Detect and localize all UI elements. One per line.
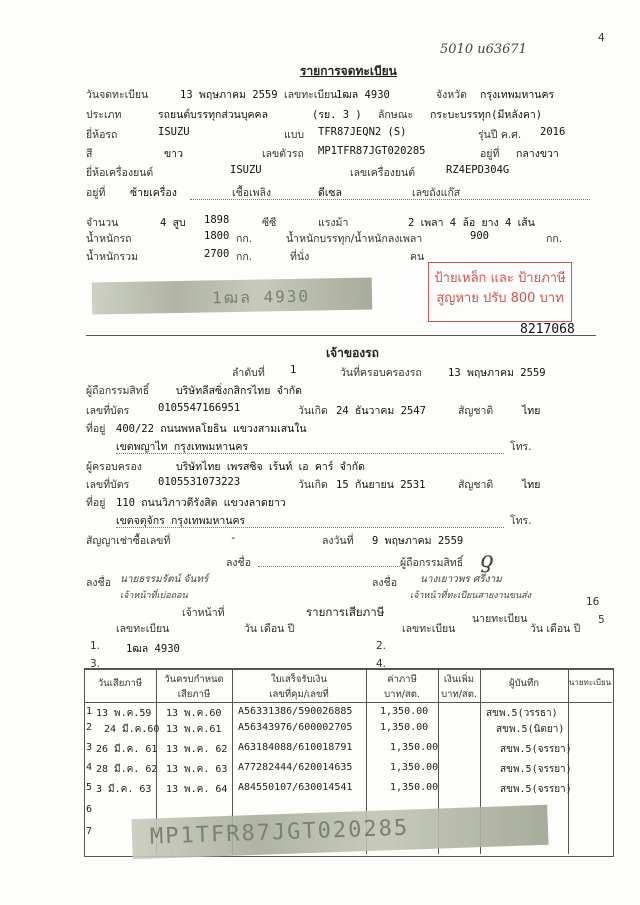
row1-no: 1. — [90, 640, 101, 652]
page-number: 4 — [598, 32, 605, 44]
chassis-label: เลขตัวรถ — [262, 148, 304, 160]
th-due: วันครบกำหนด เสียภาษี — [164, 674, 224, 700]
officer-label: เจ้าหน้าที่ — [182, 607, 225, 619]
tax-amount: 1,350.00 — [390, 782, 439, 793]
style-value: กระบะบรรทุก(มีหลังคา) — [430, 109, 543, 121]
tax-amount: 1,350.00 — [380, 706, 429, 717]
id-label: เลขที่บัตร — [86, 405, 130, 417]
cc-label: ซีซี — [262, 217, 277, 229]
plate-label: เลขทะเบียน — [284, 89, 338, 101]
nat-label: สัญชาติ — [458, 405, 494, 417]
axle-value: 2 เพลา 4 ล้อ ยาง 4 เส้น — [408, 217, 535, 229]
model-label: แบบ — [284, 129, 305, 141]
recorder: สขพ.5(จรรยา) — [500, 764, 572, 775]
style-label: ลักษณะ — [378, 109, 414, 121]
row-num: 7 — [86, 826, 93, 837]
type-value: รถยนต์บรรทุกส่วนบุคคล — [158, 109, 268, 121]
paid-date: 28 มี.ค. 62 — [96, 764, 158, 775]
tax-amount: 1,350.00 — [380, 722, 429, 733]
reg-date-value: 13 พฤษภาคม 2559 — [180, 89, 278, 101]
due-date: 13 พ.ค. 63 — [166, 764, 228, 775]
sign-label-3: ลงชื่อ — [372, 577, 397, 589]
registrar-signature: นางเยาวพร ศรีงาม — [420, 574, 502, 585]
margin-5: 5 — [598, 614, 605, 626]
addr-label: ที่อยู่ — [86, 423, 106, 435]
plate-col-label-2: เลขทะเบียน — [402, 623, 456, 635]
th-receipt: ใบเสร็จรับเงิน เลขที่คุม/เลขที่ — [269, 674, 329, 700]
holder-value: บริษัทไทย เพรสซิจ เร้นท์ เอ คาร์ จำกัด — [176, 461, 365, 473]
birth-label: วันเกิด — [298, 405, 328, 417]
due-date: 13 พ.ค.60 — [166, 708, 222, 719]
th-tax: ค่าภาษี บาท/สต. — [384, 674, 420, 700]
weight-value: 1800 — [204, 230, 230, 242]
officer-sub: เจ้าหน้าที่เบ่อถอน — [120, 591, 188, 601]
row1-plate: 1ฒล 4930 — [126, 643, 180, 655]
stamp-line-2: สูญหาย ปรับ 800 บาท — [436, 291, 564, 306]
addr3-label: ที่อยู่ — [86, 497, 106, 509]
paid-date: 26 มี.ค. 61 — [96, 744, 158, 755]
model-value: TFR87JEQN2 (S) — [318, 126, 407, 138]
th-registrar: นายทะเบียน — [568, 678, 612, 687]
chassis-at-label: อยู่ที่ — [480, 148, 500, 160]
fine-stamp — [428, 262, 572, 322]
own-date-label: วันที่ครอบครองรถ — [340, 367, 422, 379]
paid-date: 24 มี.ค.60 — [104, 724, 160, 735]
load-label: น้ำหนักบรรทุก/น้ำหนักลงเพลา — [286, 233, 423, 245]
receipt-no: A56343976/600002705 — [238, 722, 353, 733]
row4-no: 4. — [376, 658, 387, 670]
id-value: 0105547166951 — [158, 402, 241, 414]
chassis-at-value: กลางขวา — [516, 148, 559, 160]
fuel-value: ดีเซล — [318, 187, 342, 199]
row2-no: 2. — [376, 640, 387, 652]
reg-date-label: วันจดทะเบียน — [86, 89, 149, 101]
rights-value: บริษัทลีสซิ่งกสิกรไทย จำกัด — [176, 385, 302, 397]
hp-label: แรงม้า — [318, 217, 349, 229]
total-weight-label: น้ำหนักรวม — [86, 251, 138, 263]
year-label: รุ่นปี ค.ศ. — [478, 129, 522, 141]
rights-owner-sign-label: ผู้ถือกรรมสิทธิ์ — [400, 557, 464, 569]
chassis-value: MP1TFR87JGT020285 — [318, 145, 426, 157]
receipt-no: A63184088/610018791 — [238, 742, 353, 753]
year-value: 2016 — [540, 126, 566, 138]
engine-at-label: อยู่ที่ — [86, 187, 106, 199]
own-date-value: 13 พฤษภาคม 2559 — [448, 367, 546, 379]
brand-label: ยี่ห้อรถ — [86, 129, 118, 141]
addr-value: 400/22 ถนนพหลโยธิน แขวงสามเสนใน — [116, 423, 307, 435]
recorder: สขพ.5(จรรยา) — [500, 784, 572, 795]
seq-value: 1 — [290, 364, 297, 376]
officer-signature: นายธรรมรัตน์ จันทร์ — [120, 574, 209, 585]
tax-title: รายการเสียภาษี — [306, 605, 385, 619]
recorder: สขพ.5(จรรยา) — [500, 744, 572, 755]
weight-label: น้ำหนักรถ — [86, 233, 132, 245]
fuel-label: เชื้อเพลิง — [232, 187, 272, 199]
birth2-label: วันเกิด — [298, 479, 328, 491]
province-label: จังหวัด — [436, 89, 467, 101]
load-value: 900 — [470, 230, 489, 242]
tape-strip — [92, 278, 373, 315]
nat-value: ไทย — [522, 405, 541, 417]
recorder: สขพ.5(วรรธา) — [486, 708, 558, 719]
plate-value: 1ฒล 4930 — [336, 89, 390, 101]
tax-amount: 1,350.00 — [390, 762, 439, 773]
brand-value: ISUZU — [158, 126, 190, 138]
addr3-value: 110 ถนนวิภาวดีรังสิต แขวงลาดยาว — [116, 497, 286, 509]
lease-label: สัญญาเช่าซื้อเลขที่ — [86, 535, 171, 547]
engine-brand-label: ยี่ห้อเครื่องยนต์ — [86, 167, 154, 179]
th-recorder: ผู้บันทึก — [508, 678, 540, 689]
total-weight-value: 2700 — [204, 248, 230, 260]
page-title: รายการจดทะเบียน — [300, 64, 397, 78]
nat2-value: ไทย — [522, 479, 541, 491]
class-value: (รย. 3 ) — [312, 109, 362, 121]
engine-brand-value: ISUZU — [230, 164, 262, 176]
tel-label-1: โทร. — [510, 441, 532, 453]
stamp-line-1: ป้ายเหล็ก และ ป้ายภาษี — [434, 271, 566, 286]
tape-plate-text: 1ฒล 4930 — [211, 286, 311, 308]
receipt-no: A84550107/630014541 — [238, 782, 353, 793]
person-label: คน — [410, 251, 425, 263]
plate-col-label: เลขทะเบียน — [116, 623, 170, 635]
lease-date-value: 9 พฤษภาคม 2559 — [372, 535, 464, 547]
nat2-label: สัญชาติ — [458, 479, 494, 491]
row-num: 2 — [86, 722, 93, 733]
holder-label: ผู้ครอบครอง — [86, 461, 142, 473]
qty-value: 4 สูบ — [160, 217, 186, 229]
color-label: สี — [86, 148, 93, 160]
engine-no-value: RZ4EPD304G — [446, 164, 510, 176]
kg-2: กก. — [546, 233, 563, 245]
th-extra: เงินเพิ่ม บาท/สต. — [441, 674, 477, 700]
th-paid: วันเสียภาษี — [97, 678, 143, 689]
due-date: 13 พ.ค. 64 — [166, 784, 228, 795]
row-num: 1 — [86, 706, 93, 717]
sign-label-1: ลงชื่อ — [226, 557, 251, 569]
tax-amount: 1,350.00 — [390, 742, 439, 753]
row-num: 4 — [86, 762, 93, 773]
province-value: กรุงเทพมหานคร — [480, 89, 555, 101]
lease-date-label: ลงวันที่ — [322, 535, 354, 547]
tel-label-2: โทร. — [510, 515, 532, 527]
id2-value: 0105531073223 — [158, 476, 241, 488]
gas-label: เลขถังแก๊ส — [412, 187, 461, 199]
due-date: 13 พ.ค.61 — [166, 724, 222, 735]
id2-label: เลขที่บัตร — [86, 479, 130, 491]
cc-value: 1898 — [204, 214, 230, 226]
sign-label-2: ลงชื่อ — [86, 577, 111, 589]
receipt-no: A77282444/620014635 — [238, 762, 353, 773]
engine-no-label: เลขเครื่องยนต์ — [350, 167, 416, 179]
paid-date: 13 พ.ค.59 — [96, 708, 152, 719]
engine-at-value: ซ้ายเครื่อง — [130, 187, 177, 199]
date-col-label-2: วัน เดือน ปี — [530, 623, 581, 635]
row-num: 3 — [86, 742, 93, 753]
color-value: ขาว — [164, 148, 183, 160]
paid-date: 3 มี.ค. 63 — [96, 784, 152, 795]
recorder: สขพ.5(นิตยา) — [496, 724, 565, 735]
date-col-label: วัน เดือน ปี — [244, 623, 295, 635]
owner-title: เจ้าของรถ — [326, 346, 379, 360]
receipt-no: A56331386/590026885 — [238, 706, 353, 717]
margin-16: 16 — [586, 596, 600, 608]
qty-label: จำนวน — [86, 217, 119, 229]
rights-label: ผู้ถือกรรมสิทธิ์ — [86, 385, 150, 397]
birth-value: 24 ธันวาคม 2547 — [336, 405, 426, 417]
birth2-value: 15 กันยายน 2531 — [336, 479, 426, 491]
addr4-value: เขตจตุจักร กรุงเทพมหานคร — [116, 515, 246, 527]
seq-label: ลำดับที่ — [232, 367, 265, 379]
handwritten-number: 5010 u63671 — [440, 42, 527, 57]
seat-label: ที่นั่ง — [290, 251, 310, 263]
kg-1: กก. — [236, 233, 253, 245]
registrar-col-label: นายทะเบียน — [472, 613, 528, 625]
type-label: ประเภท — [86, 109, 122, 121]
registrar-sub: เจ้าหน้าที่ทะเบียนสายงานขนส่ง — [410, 591, 532, 601]
kg-3: กก. — [236, 251, 253, 263]
addr2-value: เขตพญาไท กรุงเทพมหานคร — [116, 441, 249, 453]
row-num: 6 — [86, 804, 93, 815]
lease-value: - — [230, 532, 237, 544]
due-date: 13 พ.ค. 62 — [166, 744, 228, 755]
row3-no: 3. — [90, 658, 101, 670]
doc-number: 8217068 — [520, 322, 575, 337]
row-num: 5 — [86, 782, 93, 793]
tape-chassis-text: MP1TFR87JGT020285 — [149, 815, 410, 850]
signature-mark: ƍ — [480, 548, 494, 573]
